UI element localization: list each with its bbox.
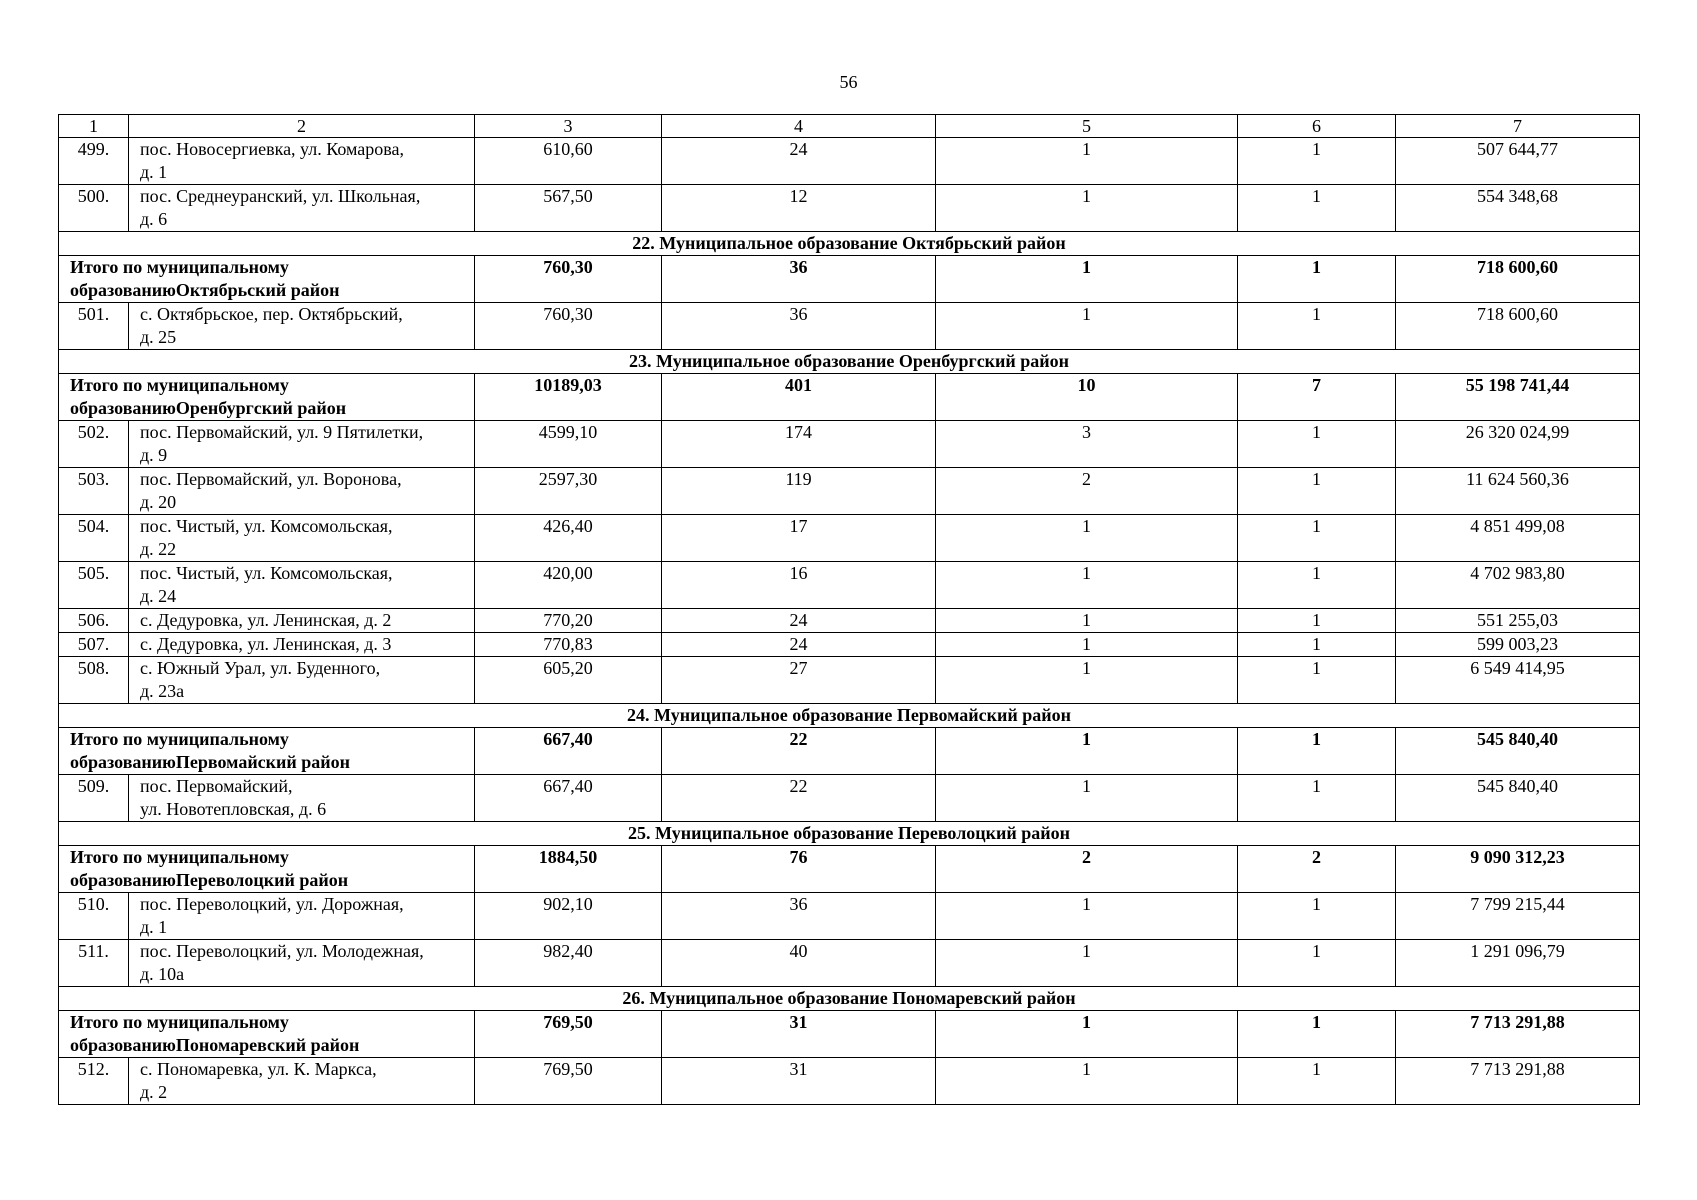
address-line: пос. Переволоцкий, ул. Дорожная,	[140, 894, 404, 914]
col6-cell: 1	[1238, 940, 1396, 987]
col5-cell: 10	[936, 374, 1238, 421]
column-header: 7	[1396, 115, 1640, 138]
col5-cell: 3	[936, 421, 1238, 468]
count-cell: 31	[662, 1058, 936, 1105]
amount-cell: 55 198 741,44	[1396, 374, 1640, 421]
address-line: д. 24	[140, 586, 177, 606]
col5-cell: 1	[936, 633, 1238, 657]
table-row	[59, 303, 1640, 350]
area-cell: 770,83	[475, 633, 662, 657]
table-row	[59, 657, 1640, 704]
row-number: 506.	[59, 609, 129, 633]
col6-cell: 1	[1238, 421, 1396, 468]
area-cell: 10189,03	[475, 374, 662, 421]
address-line: с. Дедуровка, ул. Ленинская, д. 2	[140, 610, 392, 630]
address-line: д. 25	[140, 327, 177, 347]
amount-cell: 4 702 983,80	[1396, 562, 1640, 609]
amount-cell: 599 003,23	[1396, 633, 1640, 657]
col6-cell: 1	[1238, 657, 1396, 704]
count-cell: 401	[662, 374, 936, 421]
col5-cell: 1	[936, 256, 1238, 303]
address-cell	[129, 138, 475, 185]
section-header-row	[59, 232, 1640, 256]
count-cell: 22	[662, 728, 936, 775]
total-label-line: Октябрьский район	[175, 280, 340, 300]
total-label	[59, 374, 475, 421]
total-row	[59, 1011, 1640, 1058]
column-header: 4	[662, 115, 936, 138]
count-cell: 119	[662, 468, 936, 515]
col6-cell: 7	[1238, 374, 1396, 421]
col5-cell: 1	[936, 609, 1238, 633]
col5-cell: 1	[936, 303, 1238, 350]
amount-cell: 11 624 560,36	[1396, 468, 1640, 515]
area-cell: 426,40	[475, 515, 662, 562]
table-row	[59, 515, 1640, 562]
count-cell: 16	[662, 562, 936, 609]
total-label-line: Итого по муниципальному образованию	[70, 1012, 289, 1055]
area-cell: 605,20	[475, 657, 662, 704]
address-line: д. 23а	[140, 681, 185, 701]
area-cell: 769,50	[475, 1058, 662, 1105]
total-label	[59, 256, 475, 303]
address-line: д. 1	[140, 162, 168, 182]
col5-cell: 1	[936, 562, 1238, 609]
address-line: д. 2	[140, 1082, 168, 1102]
amount-cell: 6 549 414,95	[1396, 657, 1640, 704]
amount-cell: 7 799 215,44	[1396, 893, 1640, 940]
address-line: пос. Первомайский, ул. Воронова,	[140, 469, 402, 489]
row-number: 512.	[59, 1058, 129, 1105]
amount-cell: 718 600,60	[1396, 256, 1640, 303]
total-row	[59, 728, 1640, 775]
row-number: 508.	[59, 657, 129, 704]
section-header-row	[59, 822, 1640, 846]
col5-cell: 2	[936, 846, 1238, 893]
column-number-row	[59, 115, 1640, 138]
amount-cell: 545 840,40	[1396, 775, 1640, 822]
total-label-line: Первомайский район	[175, 752, 351, 772]
row-number: 511.	[59, 940, 129, 987]
area-cell: 420,00	[475, 562, 662, 609]
area-cell: 2597,30	[475, 468, 662, 515]
address-line: пос. Новосергиевка, ул. Комарова,	[140, 139, 405, 159]
col6-cell: 1	[1238, 515, 1396, 562]
address-cell	[129, 609, 475, 633]
amount-cell: 1 291 096,79	[1396, 940, 1640, 987]
address-line: пос. Среднеуранский, ул. Школьная,	[140, 186, 421, 206]
amount-cell: 7 713 291,88	[1396, 1058, 1640, 1105]
col6-cell: 1	[1238, 1011, 1396, 1058]
col6-cell: 1	[1238, 138, 1396, 185]
count-cell: 22	[662, 775, 936, 822]
area-cell: 567,50	[475, 185, 662, 232]
col5-cell: 1	[936, 657, 1238, 704]
col5-cell: 1	[936, 185, 1238, 232]
area-cell: 770,20	[475, 609, 662, 633]
address-line: д. 9	[140, 445, 168, 465]
amount-cell: 551 255,03	[1396, 609, 1640, 633]
count-cell: 76	[662, 846, 936, 893]
amount-cell: 4 851 499,08	[1396, 515, 1640, 562]
address-line: с. Южный Урал, ул. Буденного,	[140, 658, 381, 678]
area-cell: 760,30	[475, 303, 662, 350]
count-cell: 27	[662, 657, 936, 704]
column-header: 1	[59, 115, 129, 138]
area-cell: 610,60	[475, 138, 662, 185]
table-row	[59, 421, 1640, 468]
section-title: 22. Муниципальное образование Октябрьский район	[59, 232, 1640, 256]
area-cell: 769,50	[475, 1011, 662, 1058]
total-label-line: Итого по муниципальному образованию	[70, 729, 289, 772]
table-row	[59, 893, 1640, 940]
row-number: 509.	[59, 775, 129, 822]
total-label-line: Итого по муниципальному образованию	[70, 257, 289, 300]
table-row	[59, 1058, 1640, 1105]
area-cell: 1884,50	[475, 846, 662, 893]
table-row	[59, 609, 1640, 633]
col5-cell: 1	[936, 775, 1238, 822]
col5-cell: 1	[936, 515, 1238, 562]
address-cell	[129, 657, 475, 704]
amount-cell: 9 090 312,23	[1396, 846, 1640, 893]
count-cell: 17	[662, 515, 936, 562]
address-cell	[129, 515, 475, 562]
address-line: д. 6	[140, 209, 168, 229]
col6-cell: 1	[1238, 728, 1396, 775]
col5-cell: 1	[936, 1058, 1238, 1105]
col5-cell: 1	[936, 138, 1238, 185]
count-cell: 24	[662, 633, 936, 657]
row-number: 507.	[59, 633, 129, 657]
section-header-row	[59, 987, 1640, 1011]
col6-cell: 1	[1238, 633, 1396, 657]
col5-cell: 1	[936, 1011, 1238, 1058]
address-cell	[129, 775, 475, 822]
total-label-line: Итого по муниципальному образованию	[70, 375, 289, 418]
col6-cell: 1	[1238, 562, 1396, 609]
col5-cell: 2	[936, 468, 1238, 515]
total-label-line: Итого по муниципальному образованию	[70, 847, 289, 890]
count-cell: 36	[662, 303, 936, 350]
address-line: ул. Новотепловская, д. 6	[140, 799, 327, 819]
col5-cell: 1	[936, 728, 1238, 775]
row-number: 502.	[59, 421, 129, 468]
address-line: пос. Чистый, ул. Комсомольская,	[140, 516, 393, 536]
table-row	[59, 468, 1640, 515]
address-line: д. 1	[140, 917, 168, 937]
column-header: 2	[129, 115, 475, 138]
count-cell: 174	[662, 421, 936, 468]
total-label-line: Оренбургский район	[175, 398, 347, 418]
section-title: 26. Муниципальное образование Пономаревский район	[59, 987, 1640, 1011]
col5-cell: 1	[936, 893, 1238, 940]
address-line: пос. Переволоцкий, ул. Молодежная,	[140, 941, 424, 961]
row-number: 500.	[59, 185, 129, 232]
col6-cell: 1	[1238, 1058, 1396, 1105]
amount-cell: 26 320 024,99	[1396, 421, 1640, 468]
address-cell	[129, 1058, 475, 1105]
address-line: д. 22	[140, 539, 177, 559]
amount-cell: 718 600,60	[1396, 303, 1640, 350]
area-cell: 982,40	[475, 940, 662, 987]
address-cell	[129, 303, 475, 350]
area-cell: 667,40	[475, 775, 662, 822]
table-row	[59, 185, 1640, 232]
amount-cell: 7 713 291,88	[1396, 1011, 1640, 1058]
col6-cell: 1	[1238, 893, 1396, 940]
count-cell: 12	[662, 185, 936, 232]
row-number: 499.	[59, 138, 129, 185]
amount-cell: 545 840,40	[1396, 728, 1640, 775]
col6-cell: 1	[1238, 256, 1396, 303]
data-table	[58, 114, 1640, 1105]
total-label-line: Пономаревский район	[175, 1035, 360, 1055]
count-cell: 24	[662, 609, 936, 633]
table-row	[59, 633, 1640, 657]
table-row	[59, 562, 1640, 609]
area-cell: 760,30	[475, 256, 662, 303]
col5-cell: 1	[936, 940, 1238, 987]
count-cell: 36	[662, 893, 936, 940]
total-label	[59, 1011, 475, 1058]
address-line: д. 10а	[140, 964, 185, 984]
area-cell: 902,10	[475, 893, 662, 940]
count-cell: 24	[662, 138, 936, 185]
section-title: 24. Муниципальное образование Первомайский район	[59, 704, 1640, 728]
table-row	[59, 775, 1640, 822]
address-cell	[129, 468, 475, 515]
table-row	[59, 940, 1640, 987]
row-number: 501.	[59, 303, 129, 350]
area-cell: 4599,10	[475, 421, 662, 468]
col6-cell: 1	[1238, 185, 1396, 232]
column-header: 5	[936, 115, 1238, 138]
address-line: пос. Первомайский,	[140, 776, 293, 796]
row-number: 504.	[59, 515, 129, 562]
address-cell	[129, 562, 475, 609]
address-line: с. Пономаревка, ул. К. Маркса,	[140, 1059, 377, 1079]
col6-cell: 1	[1238, 303, 1396, 350]
section-header-row	[59, 704, 1640, 728]
section-title: 25. Муниципальное образование Переволоцкий район	[59, 822, 1640, 846]
row-number: 503.	[59, 468, 129, 515]
address-line: пос. Чистый, ул. Комсомольская,	[140, 563, 393, 583]
page-number: 56	[839, 72, 858, 92]
total-label	[59, 728, 475, 775]
total-label-line: Переволоцкий район	[175, 870, 349, 890]
address-cell	[129, 940, 475, 987]
address-line: пос. Первомайский, ул. 9 Пятилетки,	[140, 422, 424, 442]
amount-cell: 507 644,77	[1396, 138, 1640, 185]
count-cell: 40	[662, 940, 936, 987]
row-number: 505.	[59, 562, 129, 609]
address-cell	[129, 633, 475, 657]
address-cell	[129, 421, 475, 468]
count-cell: 36	[662, 256, 936, 303]
row-number: 510.	[59, 893, 129, 940]
address-line: с. Октябрьское, пер. Октябрьский,	[140, 304, 403, 324]
total-row	[59, 374, 1640, 421]
section-title: 23. Муниципальное образование Оренбургский район	[59, 350, 1640, 374]
address-line: с. Дедуровка, ул. Ленинская, д. 3	[140, 634, 392, 654]
section-header-row	[59, 350, 1640, 374]
address-cell	[129, 893, 475, 940]
column-header: 3	[475, 115, 662, 138]
address-line: д. 20	[140, 492, 177, 512]
total-row	[59, 256, 1640, 303]
col6-cell: 1	[1238, 609, 1396, 633]
col6-cell: 1	[1238, 775, 1396, 822]
table-row	[59, 138, 1640, 185]
column-header: 6	[1238, 115, 1396, 138]
area-cell: 667,40	[475, 728, 662, 775]
col6-cell: 1	[1238, 468, 1396, 515]
total-row	[59, 846, 1640, 893]
count-cell: 31	[662, 1011, 936, 1058]
amount-cell: 554 348,68	[1396, 185, 1640, 232]
col6-cell: 2	[1238, 846, 1396, 893]
address-cell	[129, 185, 475, 232]
total-label	[59, 846, 475, 893]
